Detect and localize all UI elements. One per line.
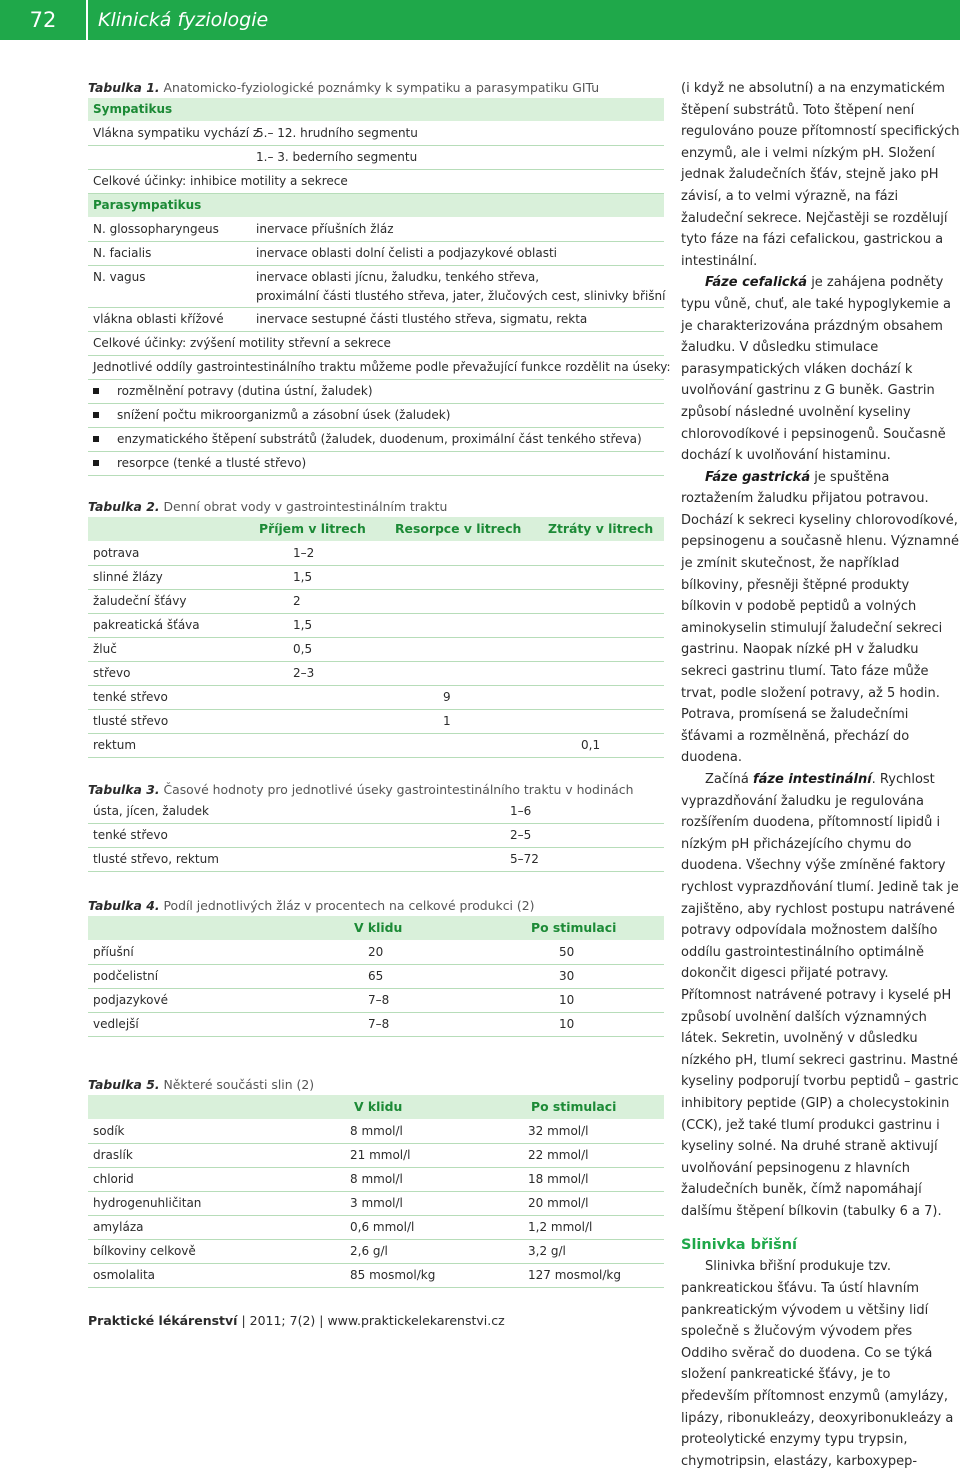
cell-value: 9 (443, 690, 451, 704)
column-header: Resorpce v litrech (395, 521, 522, 536)
cell-line: proximální části tlustého střeva, jater, žlučových cest, slinivky břišní (256, 289, 666, 303)
cell-value: 5–72 (510, 852, 539, 866)
table2-caption (88, 497, 664, 517)
table-row (88, 848, 664, 872)
cell-value: 127 mosmol/kg (528, 1268, 621, 1282)
term: Fáze gastrická (705, 469, 811, 485)
paragraph: (i když ne absolutní) a na enzymatickém štěpení substrátů. Toto štěpení není regulováno pouze přítomností specifických enzymů, ale i velmi nízkým pH. Složení jednak žaludečních šťáv, stejně jako pH závisí, a to velmi výrazně, na fázi žaludeční sekrece. Nejčastěji se rozdělují tyto fáze na fázi cefalickou, gastrickou a intestinální. (681, 81, 960, 269)
footer-divider: | (319, 1313, 328, 1328)
table-row (88, 1192, 664, 1216)
column-header: Ztráty v litrech (548, 521, 654, 536)
table2-body (88, 542, 664, 758)
term: Fáze cefalická (705, 275, 808, 291)
table1-sym-effect (88, 170, 664, 194)
cell-label: Celkové účinky: inhibice motility a sekrece (93, 174, 348, 188)
cell-value: 3,2 g/l (528, 1244, 566, 1258)
cell-label: tlusté střevo, rektum (93, 852, 219, 866)
table1-caption (88, 78, 664, 98)
cell-value: 22 mmol/l (528, 1148, 589, 1162)
table-row (88, 1216, 664, 1240)
cell-label: draslík (93, 1148, 133, 1162)
cell-value: 18 mmol/l (528, 1172, 589, 1186)
list-item (88, 428, 664, 452)
cell-label: amyláza (93, 1220, 144, 1234)
cell-value: 3 mmol/l (350, 1196, 403, 1210)
cell-label: příušní (93, 945, 134, 959)
cell-value: inervace oblasti dolní čelisti a podjazykové oblasti (256, 246, 557, 260)
list-item-text: snížení počtu mikroorganizmů a zásobní úsek (žaludek) (117, 408, 451, 422)
cell-label: vedlejší (93, 1017, 139, 1031)
paragraph-text: je spuštěna roztažením žaludku přijatou potravou. Dochází k sekreci kyseliny chlorovodíkové, pepsinogenu a současně hlenu. Významné je zmínit skutečnost, že například bílkoviny, přesněji štěpné produkty bílkovin v podobě peptidů a volných aminokyselin stimulují žaludeční sekreci gastrinu. Naopak nízké pH v žaludku sekreci gastrinu tlumí. Tato fáze může trvat, podle složení potravy, až 5 hodin. Potrava, promísená se žaludečními šťávami a rozmělněná, přechází do duodena. (681, 469, 960, 766)
cell-value: 85 mosmol/kg (350, 1268, 436, 1282)
cell-value: 10 (559, 1017, 575, 1031)
table-row (88, 800, 664, 824)
cell-value: 1,2 mmol/l (528, 1220, 593, 1234)
cell-label: chlorid (93, 1172, 134, 1186)
list-item (88, 452, 664, 476)
parasympatikus-label: Parasympatikus (93, 198, 202, 212)
table-row (88, 1168, 664, 1192)
cell-value: 7–8 (368, 1017, 390, 1031)
sympatikus-label: Sympatikus (93, 102, 173, 116)
table2-label: Tabulka 2. (88, 499, 160, 514)
table-row (88, 146, 664, 170)
sections-intro (88, 356, 671, 380)
table1-label: Tabulka 1. (88, 80, 160, 95)
table-row (88, 734, 664, 758)
column-header: Příjem v litrech (259, 521, 366, 536)
table-row (88, 686, 664, 710)
table5-body (88, 1120, 664, 1288)
cell-label: N. glossopharyngeus (93, 222, 219, 236)
table-row (88, 1240, 664, 1264)
bullet-icon (93, 412, 99, 418)
table1-para-effect (88, 332, 664, 356)
cell-value: 20 (368, 945, 384, 959)
table4-title: Podíl jednotlivých žláz v procentech na celkové produkci (2) (163, 898, 535, 913)
cell-value: 0,5 (293, 642, 313, 656)
table-row (88, 1013, 664, 1037)
table5-label: Tabulka 5. (88, 1077, 160, 1092)
cell-value: 20 mmol/l (528, 1196, 589, 1210)
table-row (88, 824, 664, 848)
cell-value: 65 (368, 969, 384, 983)
cell-value: 2 (293, 594, 301, 608)
cell-value (256, 266, 666, 306)
table-row (88, 566, 664, 590)
paragraph (681, 272, 960, 466)
cell-value: 8 mmol/l (350, 1124, 403, 1138)
cell-label: osmolalita (93, 1268, 156, 1282)
table4-caption (88, 896, 664, 916)
cell-label: N. vagus (93, 270, 146, 284)
cell-value: 0,1 (581, 738, 601, 752)
page-title: Klinická fyziologie (98, 9, 269, 31)
table4-label: Tabulka 4. (88, 898, 160, 913)
cell-value: 30 (559, 969, 575, 983)
cell-line: inervace oblasti jícnu, žaludku, tenkého střeva, (256, 270, 540, 284)
column-header: V klidu (354, 1099, 403, 1114)
cell-value: 32 mmol/l (528, 1124, 589, 1138)
cell-label: pakreatická šťáva (93, 618, 200, 632)
cell-value: 1,5 (293, 618, 313, 632)
table-row (88, 1264, 664, 1288)
list-item-text: rozmělnění potravy (dutina ústní, žaludek) (117, 384, 373, 398)
table-row (88, 965, 664, 989)
cell-value: 0,6 mmol/l (350, 1220, 415, 1234)
table-row (88, 590, 664, 614)
left-column (88, 78, 671, 1288)
cell-label: potrava (93, 546, 140, 560)
cell-value: 5.– 12. hrudního segmentu (256, 126, 418, 140)
table-row (88, 662, 664, 686)
paragraph-text: . Rychlost vyprazdňování žaludku je regulována rozšířením duodena, přítomností lipidů i nízkým pH přicházejícího chymu do duodena. Všechny výše zmíněné faktory rychlost vyprazdňování tlumí. Jedině tak je zajištěno, aby rychlost postupu natrávené potravy odpovídala možnostem dalšího oddílu gastrointestinálního optimálně dokončit digesci přijaté potravy. Přítomnost natrávené potravy i kyselé pH způsobí uvolnění dalších významných látek. Sekretin, uvolněný v důsledku nízkého pH, tlumí sekreci gastrinu. Mastné kyseliny podporují tvorbu peptidů – gastric inhibitory peptide (GIP) a cholecystokinin (CCK), jež také tlumí produkci gastrinu i kyseliny solné. Na druhé straně aktivují uvolňování pepsinogenu z hlavních žaludečních buněk, čímž napomáhají dalšímu štěpení bílkovin (tabulky 6 a 7). (681, 772, 959, 1219)
cell-label: žaludeční šťávy (93, 594, 187, 608)
column-header: V klidu (354, 920, 403, 935)
bullet-icon (93, 460, 99, 466)
cell-value: 1 (443, 714, 451, 728)
table-row (88, 308, 664, 332)
column-header: Po stimulaci (531, 920, 617, 935)
journal-url[interactable]: www.praktickelekarenstvi.cz (327, 1313, 505, 1328)
cell-value: 2–3 (293, 666, 315, 680)
paragraph (681, 769, 960, 1222)
table5-caption (88, 1075, 664, 1095)
cell-label: tenké střevo (93, 828, 168, 842)
table3-body (88, 800, 664, 872)
table-row (88, 638, 664, 662)
cell-value: 7–8 (368, 993, 390, 1007)
cell-value: 1.– 3. bederního segmentu (256, 150, 418, 164)
list-item (88, 404, 664, 428)
bullet-icon (93, 436, 99, 442)
cell-label: ústa, jícen, žaludek (93, 804, 209, 818)
cell-label: Vlákna sympatiku vychází z (93, 126, 260, 140)
cell-value: 10 (559, 993, 575, 1007)
table-row (88, 941, 664, 965)
table5-header (88, 1095, 664, 1120)
table3-label: Tabulka 3. (88, 782, 160, 797)
journal-issue: 2011; 7(2) (249, 1313, 316, 1328)
header-bar (88, 0, 960, 40)
cell-value: 1–2 (293, 546, 315, 560)
cell-label: vlákna oblasti křížové (93, 312, 224, 326)
cell-value: 2–5 (510, 828, 532, 842)
term: fáze intestinální (752, 772, 872, 787)
cell-label: podčelistní (93, 969, 159, 983)
paragraph (681, 467, 960, 769)
cell-value: inervace příušních žláz (256, 222, 394, 236)
paragraph-text: je zahájena podněty typu vůně, chuť, ale také hypoglykemie a je charakterizována prázdným obsahem žaludku. V důsledku stimulace parasympatických vláken dochází k uvolňování gastrinu z G buněk. Gastrin způsobí následné uvolnění kyseliny chlorovodíkové i pepsinogenů. Současně dochází k uvolňování histaminu. (681, 275, 951, 464)
section-heading: Slinivka břišní (681, 1237, 798, 1254)
table4-header (88, 916, 664, 941)
table-row (88, 1144, 664, 1168)
table-row (88, 710, 664, 734)
page-number: 72 (0, 0, 86, 40)
cell-value: 8 mmol/l (350, 1172, 403, 1186)
intro-text: Jednotlivé oddíly gastrointestinálního traktu můžeme podle převažující funkce rozdělit na úseky: (93, 360, 671, 374)
cell-label: tenké střevo (93, 690, 168, 704)
table1-title: Anatomicko-fyziologické poznámky k sympatiku a parasympatiku GITu (163, 80, 600, 95)
cell-label: hydrogenuhličitan (93, 1196, 202, 1210)
cell-value: 21 mmol/l (350, 1148, 411, 1162)
cell-label: žluč (93, 642, 117, 656)
list-item-text: enzymatického štěpení substrátů (žaludek, duodenum, proximální část tenkého střeva) (117, 432, 642, 446)
table1-parasympatikus-header (88, 194, 664, 218)
cell-label: Celkové účinky: zvýšení motility střevní a sekrece (93, 336, 391, 350)
cell-value: inervace sestupné části tlustého střeva, sigmatu, rekta (256, 312, 588, 326)
paragraph: Slinivka břišní produkuje tzv. pankreatickou šťávu. Ta ústí hlavním pankreatickým vývodem u většiny lidí společně s žlučovým vývodem přes Oddiho svěrač do duodena. Co se týká složení pankreatické šťávy, je to především přítomnost enzymů (amylázy, lipázy, ribonukleázy, deoxyribonukleázy a proteolytické enzymy typu trypsin, chymotripsin, elastázy, karboxypep- (681, 1259, 954, 1469)
cell-label: rektum (93, 738, 137, 752)
cell-label: N. facialis (93, 246, 152, 260)
cell-label: bílkoviny celkově (93, 1244, 196, 1258)
cell-label: střevo (93, 666, 131, 680)
cell-label: tlusté střevo (93, 714, 169, 728)
table-row (88, 122, 664, 146)
list-item (88, 380, 664, 404)
cell-label: sodík (93, 1124, 125, 1138)
table-row (88, 1120, 664, 1144)
cell-label: podjazykové (93, 993, 169, 1007)
journal-name: Praktické lékárenství (88, 1313, 238, 1328)
column-header: Po stimulaci (531, 1099, 617, 1114)
table3-title: Časové hodnoty pro jednotlivé úseky gastrointestinálního traktu v hodinách (163, 782, 634, 797)
cell-value: 1,5 (293, 570, 313, 584)
table5-title: Některé součásti slin (2) (163, 1077, 315, 1092)
table-row (88, 266, 664, 308)
table1-sympatikus-header (88, 98, 664, 122)
table-row (88, 614, 664, 638)
footer (88, 1312, 505, 1330)
table-row (88, 242, 664, 266)
cell-label: slinné žlázy (93, 570, 163, 584)
list-item-text: resorpce (tenké a tlusté střevo) (117, 456, 307, 470)
table2-header (88, 517, 664, 542)
table-row (88, 989, 664, 1013)
cell-value: 50 (559, 945, 575, 959)
table4-body (88, 941, 664, 1037)
right-column (681, 78, 960, 1472)
table3-caption (88, 780, 664, 800)
table-row (88, 218, 664, 242)
footer-divider: | (241, 1313, 250, 1328)
paragraph-text: Začíná (705, 772, 753, 787)
cell-value: 1–6 (510, 804, 532, 818)
cell-value: 2,6 g/l (350, 1244, 388, 1258)
bullet-icon (93, 388, 99, 394)
table2-title: Denní obrat vody v gastrointestinálním traktu (163, 499, 448, 514)
table-row (88, 542, 664, 566)
